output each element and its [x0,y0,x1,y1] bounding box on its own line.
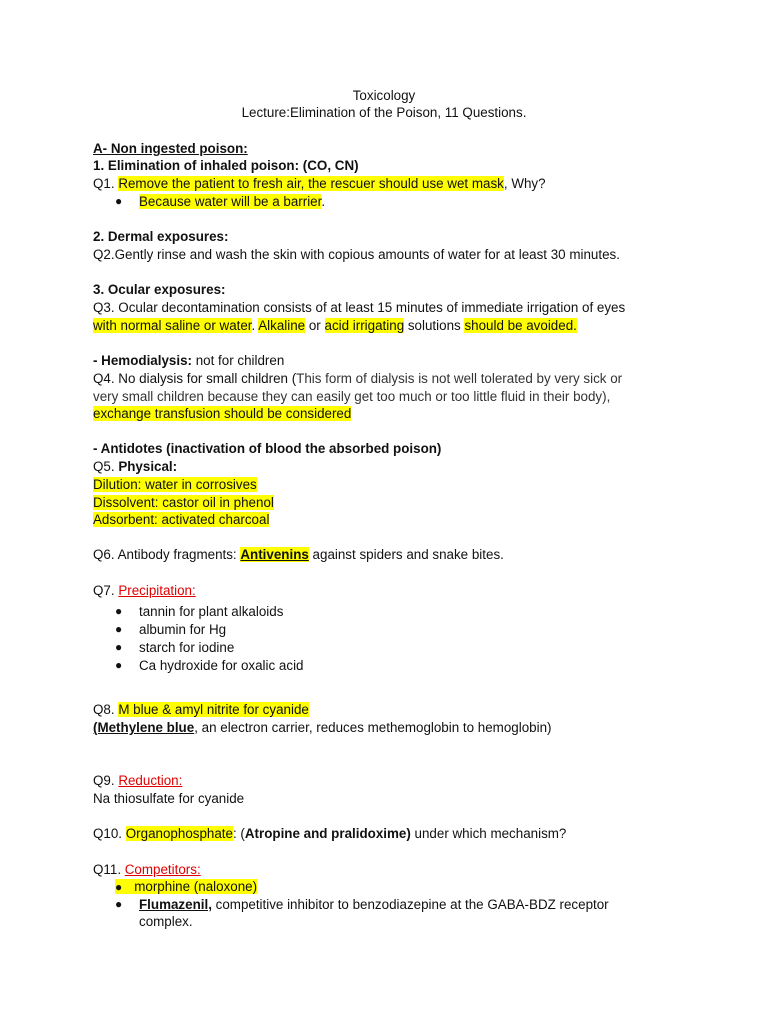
q5-item [93,494,274,511]
q10-number: Q10. [93,826,126,841]
q3-highlight-2: Alkaline [258,318,306,333]
q7-item: albumin for Hg [139,622,227,637]
q11-line [93,861,201,878]
section-a-heading: A- Non ingested poison: [93,141,248,156]
q3-text-2: or [305,318,325,333]
q5-line [93,458,177,475]
q3-text-1: . [251,318,259,333]
q6-text-b: against spiders and snake bites. [308,547,504,562]
q11-item-1-highlight [115,879,257,894]
document-title: Toxicology [352,88,416,103]
hemodialysis-label: - Hemodialysis: [93,353,192,368]
q10-line [93,825,566,842]
q6-highlight: Antivenins [240,547,309,562]
q8-detail-tail: , an electron carrier, reduces methemoglobin to hemoglobin) [194,720,552,735]
q1-highlight: Remove the patient to fresh air, the rescuer should use wet mask [118,176,504,191]
q1-bullet-tail: . [321,194,326,209]
q5-item [93,511,269,528]
q10-highlight: Organophosphate [125,826,233,841]
q10-text-a: : ( [232,826,245,841]
bullet-icon: ● [115,622,123,636]
hemodialysis-heading [93,352,284,369]
q3-highlight-1: with normal saline or water [93,318,252,333]
q10-bold: Atropine and pralidoxime) [244,826,411,841]
q11-item-2 [139,896,609,913]
bullet-icon: ● [115,880,123,894]
q1-bullet-item [139,193,325,210]
q5-number: Q5. [93,459,119,474]
bullet-icon: ● [115,604,123,618]
ocular-heading: 3. Ocular exposures: [93,282,226,297]
q5-item-text: Dissolvent: castor oil in phenol [93,495,274,510]
q11-item-1 [115,878,257,896]
q4-line-2: very small children because they can easily get too much or too little fluid in their body), [93,389,611,404]
q4-highlight: exchange transfusion should be considered [93,406,352,421]
document-subtitle: Lecture:Elimination of the Poison, 11 Questions. [241,105,527,120]
q4-line-3 [93,405,351,422]
methylene-blue-label: (Methylene blue [93,720,195,735]
q7-line [93,582,196,599]
bullet-icon: ● [115,897,123,911]
dermal-heading: 2. Dermal exposures: [93,229,229,244]
bullet-icon: ● [115,658,123,672]
q10-text-b: under which mechanism? [410,826,567,841]
q8-line [93,701,309,718]
hemodialysis-tail: not for children [191,353,285,368]
q5-item-text: Dilution: water in corrosives [93,477,257,492]
antidotes-heading: - Antidotes (inactivation of blood the absorbed poison) [93,441,442,456]
q1-bullet-highlight: Because water will be a barrier [139,194,322,209]
q11-item-2-tail: competitive inhibitor to benzodiazepine at the GABA-BDZ receptor [211,897,609,912]
q9-line [93,772,182,789]
q11-number: Q11. [93,862,125,877]
q6-text-a: Q6. Antibody fragments: [93,547,241,562]
q8-number: Q8. [93,702,119,717]
q5-label: Physical: [118,459,178,474]
q7-label: Precipitation: [118,583,196,598]
q1-line [93,175,546,192]
q6-line [93,546,504,563]
q4-line-1 [93,370,622,387]
q8-highlight: M blue & amyl nitrite for cyanide [118,702,309,717]
q11-item-2-line-2: complex. [139,914,193,929]
q3-highlight-3: acid irrigating [324,318,405,333]
q9-detail: Na thiosulfate for cyanide [93,791,245,806]
q2-line: Q2.Gently rinse and wash the skin with copious amounts of water for at least 30 minutes. [93,247,620,262]
bullet-icon: ● [115,640,123,654]
q7-item: Ca hydroxide for oxalic acid [139,658,304,673]
q5-item [93,476,257,493]
q3-highlight-4: should be avoided. [464,318,577,333]
q8-detail [93,719,551,736]
q9-number: Q9. [93,773,119,788]
q4-text-a: Q4. No dialysis for small children ( [93,371,297,386]
q3-text-3: solutions [404,318,465,333]
q7-item: tannin for plant alkaloids [139,604,284,619]
q9-label: Reduction: [118,773,183,788]
q7-number: Q7. [93,583,119,598]
bullet-icon: ● [115,194,123,208]
q3-line-1: Q3. Ocular decontamination consists of at least 15 minutes of immediate irrigation of eyes [93,300,626,315]
q4-text-b: This form of dialysis is not well tolerated by very sick or [296,371,623,386]
q5-item-text: Adsorbent: activated charcoal [93,512,270,527]
q3-line-2 [93,317,577,334]
q1-number: Q1. [93,176,119,191]
q11-item-1-text: morphine (naloxone) [134,879,258,894]
q1-tail: , Why? [503,176,546,191]
inhaled-poison-heading: 1. Elimination of inhaled poison: (CO, CN) [93,158,359,173]
flumazenil-label: Flumazenil, [139,897,212,912]
q11-label: Competitors: [124,862,201,877]
q7-item: starch for iodine [139,640,235,655]
